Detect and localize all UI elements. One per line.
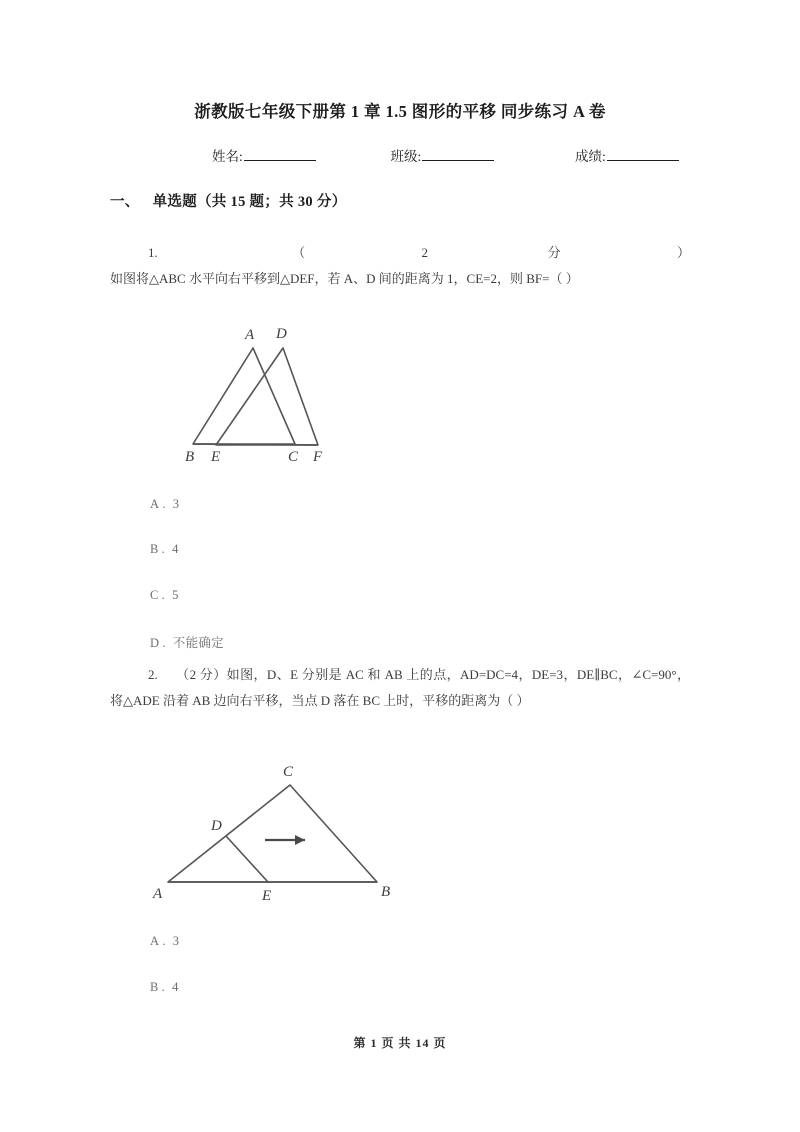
figure1-label-A: A bbox=[245, 327, 255, 343]
question-1-text: 如图将△ABC 水平向右平移到△DEF，若 A、D 间的距离为 1，CE=2，则 BF=（ ） bbox=[110, 271, 579, 286]
question-1-option-C[interactable] bbox=[150, 588, 179, 603]
question-1-option-A[interactable] bbox=[150, 497, 179, 512]
question-2 bbox=[110, 662, 690, 714]
page-footer bbox=[0, 1034, 800, 1051]
class-field bbox=[391, 145, 495, 165]
option-letter: A bbox=[150, 934, 160, 948]
figure2-label-A: A bbox=[153, 886, 163, 902]
option-text: 3 bbox=[172, 497, 180, 511]
figure2-label-C: C bbox=[283, 764, 294, 780]
page-title: 浙教版七年级下册第 1 章 1.5 图形的平移 同步练习 A 卷 bbox=[194, 102, 606, 121]
question-2-option-A[interactable] bbox=[150, 934, 179, 949]
option-text: 4 bbox=[172, 980, 179, 994]
figure2-label-D: D bbox=[211, 818, 222, 834]
figure1-label-E: E bbox=[211, 449, 221, 462]
score-input-blank[interactable] bbox=[607, 149, 679, 161]
option-dot: . bbox=[161, 542, 166, 556]
option-dot: . bbox=[162, 934, 166, 948]
option-letter: D bbox=[150, 636, 160, 650]
right-arrow-icon bbox=[265, 835, 305, 845]
option-text: 5 bbox=[172, 588, 179, 602]
figure1-label-C: C bbox=[288, 449, 299, 462]
footer-page-indicator: 第 1 页 共 14 页 bbox=[353, 1036, 447, 1050]
option-dot: . bbox=[162, 497, 166, 511]
figure1-label-F: F bbox=[313, 449, 323, 462]
option-dot: . bbox=[161, 588, 166, 602]
class-label: 班级: bbox=[390, 149, 422, 164]
question-1-option-D[interactable] bbox=[150, 633, 224, 651]
question-1-number: 1. bbox=[148, 245, 158, 260]
option-text: 不能确定 bbox=[172, 636, 224, 650]
question-1 bbox=[110, 240, 690, 292]
name-input-blank[interactable] bbox=[244, 149, 316, 161]
student-info-row bbox=[212, 145, 772, 165]
option-text: 3 bbox=[172, 934, 180, 948]
section-heading bbox=[110, 190, 347, 211]
name-label: 姓名: bbox=[212, 149, 243, 164]
figure1-label-D: D bbox=[276, 326, 287, 342]
option-letter: B bbox=[150, 980, 159, 994]
question-2-option-B[interactable] bbox=[150, 980, 179, 995]
figure2-label-E: E bbox=[262, 888, 272, 904]
option-letter: C bbox=[150, 588, 159, 602]
class-input-blank[interactable] bbox=[422, 149, 494, 161]
section-title: 单选题（共 15 题；共 30 分） bbox=[152, 194, 347, 210]
question-2-text: 如图，D、E 分别是 AC 和 AB 上的点，AD=DC=4，DE=3，DE∥BC，∠C=90°，将△ADE 沿着 AB 边向右平移，当点 D 落在 BC 上时，平移的距离为（ ） bbox=[110, 667, 690, 708]
figure-question-2 bbox=[145, 750, 405, 910]
option-letter: A bbox=[150, 497, 160, 511]
question-2-number: 2. bbox=[148, 667, 158, 682]
question-1-points: （2 分） bbox=[175, 245, 690, 260]
option-text: 4 bbox=[172, 542, 179, 556]
question-1-option-B[interactable] bbox=[150, 542, 179, 557]
option-dot: . bbox=[161, 980, 166, 994]
score-field bbox=[575, 145, 679, 165]
option-dot: . bbox=[162, 636, 166, 650]
section-number: 一、 bbox=[110, 194, 140, 210]
figure2-label-B: B bbox=[381, 884, 391, 900]
figure-question-1 bbox=[175, 312, 350, 462]
name-field bbox=[212, 145, 316, 165]
score-label: 成绩: bbox=[575, 149, 606, 164]
option-letter: B bbox=[150, 542, 159, 556]
question-2-points: （2 分） bbox=[175, 667, 227, 682]
figure1-label-B: B bbox=[185, 449, 195, 462]
